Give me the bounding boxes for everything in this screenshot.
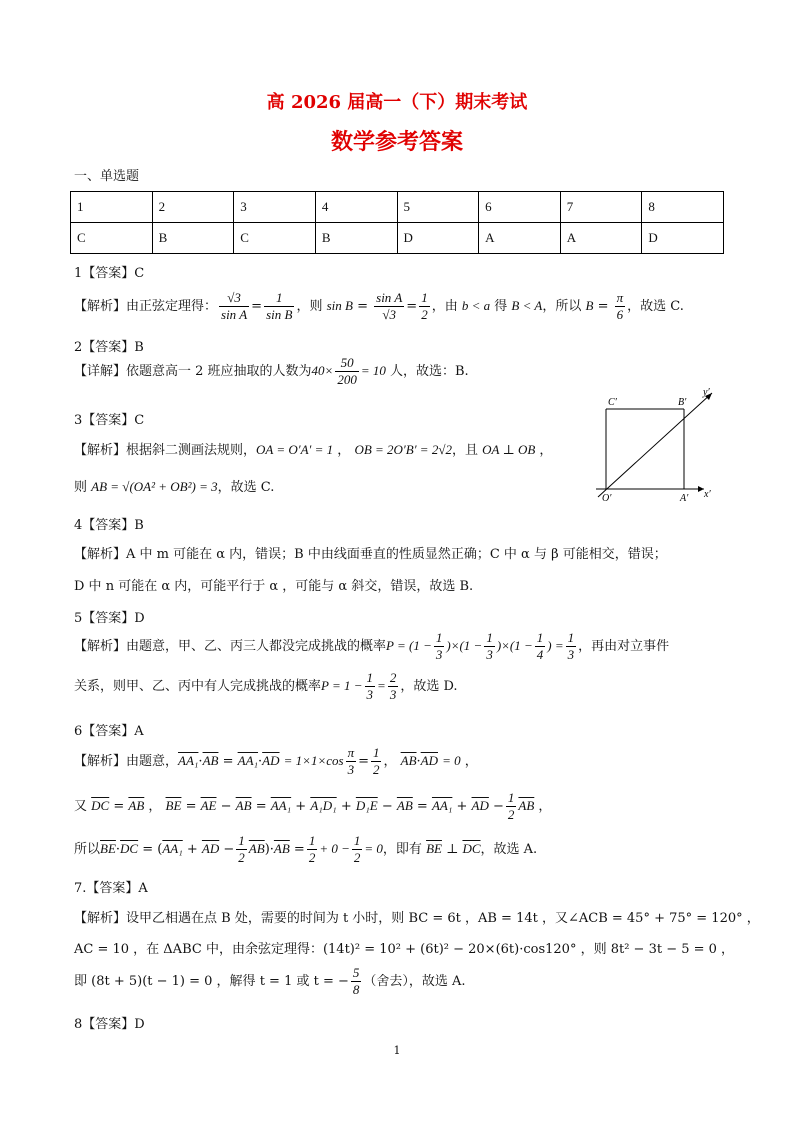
q6-solution-3: 所以$\overline{BE}\cdot\overline{DC} = (AA_1 + \overline{AD}$ − $\frac{1}{2}$ $\overline{AB})\cdot\overline{AB}$ = $\frac{1}{2}$ + 0 − $\frac{1}{2}$ = 0，即有 $\overline{BE}$ ⊥ $\overline{DC}$，故选 A. bbox=[74, 833, 538, 865]
q1-solution: 【解析】由正弦定理得： $\frac{√3}{\text{sin A}}$ = $\frac{1}{\text{sin B}}$ ，则 sin B = $\frac{\text{sin A}}{√3}$ = $\frac{1}{2}$ ，由 b < a 得 B < A，所以 B = $\frac{\pi}{6}$ ，故选 C. bbox=[74, 290, 684, 322]
q3-solution-2: 则 AB = √(OA² + OB²) = 3，故选 C. bbox=[74, 479, 275, 495]
q4-answer: 4【答案】B bbox=[74, 518, 144, 533]
formula: $\frac{1}{3}$ bbox=[567, 630, 575, 662]
table-cell: C bbox=[71, 223, 153, 254]
q1-text-b: ，则 bbox=[296, 299, 323, 314]
q7-answer: 7.【答案】A bbox=[74, 881, 148, 896]
formula: $\frac{1}{2}$ bbox=[507, 790, 515, 822]
formula: $\frac{√3}{\text{sin A}}$ bbox=[221, 290, 248, 322]
formula: $\frac{5}{8}$ bbox=[352, 965, 360, 997]
table-cell: C bbox=[234, 223, 316, 254]
q6-text-e: ，故选 A. bbox=[480, 842, 538, 857]
q2-text-a: 【详解】依题意高一 2 班应抽取的人数为 bbox=[74, 364, 312, 379]
q7-text-b: （舍去），故选 A. bbox=[363, 974, 466, 989]
table-cell: 2 bbox=[152, 192, 234, 223]
q6-text-d: ，即有 bbox=[382, 842, 422, 857]
q7-solution-3 bbox=[74, 965, 466, 998]
table-cell: 3 bbox=[234, 192, 316, 223]
q3-solution-1: 【解析】根据斜二测画法规则，OA = O′A′ = 1 ， OB = 2O′B′ = 2√2，且 OA ⊥ OB ， bbox=[74, 442, 553, 458]
q8-answer: 8【答案】D bbox=[74, 1017, 145, 1032]
formula: $\frac{50}{200}$ bbox=[337, 355, 357, 387]
table-cell: 7 bbox=[560, 192, 642, 223]
q3-text-a: 【解析】根据斜二测画法规则， bbox=[74, 443, 257, 458]
q1-text-d: 得 bbox=[494, 299, 508, 314]
q4-solution-1: 【解析】A 中 m 可能在 α 内，错误；B 中由线面垂直的性质显然正确；C 中 α 与 β 可能相交，错误； bbox=[74, 547, 667, 562]
table-cell: D bbox=[397, 223, 479, 254]
q7-solution-1: 【解析】设甲乙相遇在点 B 处，需要的时间为 t 小时，则 BC = 6t ，AB = 14t ，又∠ACB = 45° + 75° = 120° ， bbox=[74, 911, 760, 926]
q5-text-d: ，故选 D. bbox=[400, 679, 458, 694]
q5-text-c: 关系，则甲、乙、丙中有人完成挑战的概率 bbox=[74, 679, 322, 694]
formula: $\frac{1}{4}$ bbox=[536, 630, 544, 662]
q6-text-a: 【解析】由题意， bbox=[74, 754, 179, 769]
table-cell: B bbox=[152, 223, 234, 254]
table-cell: 1 bbox=[71, 192, 153, 223]
table-cell: B bbox=[315, 223, 397, 254]
page-subtitle: 数学参考答案 bbox=[330, 129, 463, 155]
formula: $\frac{1}{2}$ bbox=[238, 833, 245, 865]
q5-solution-2: 关系，则甲、乙、丙中有人完成挑战的概率P = 1 − $\frac{1}{3}$ = $\frac{2}{3}$ ，故选 D. bbox=[74, 670, 458, 702]
formula: $\frac{1}{2}$ bbox=[353, 833, 361, 865]
table-cell: 8 bbox=[642, 192, 724, 223]
q1-text-a: 【解析】由正弦定理得： bbox=[74, 299, 218, 314]
table-cell: A bbox=[560, 223, 642, 254]
q5-solution-1: 【解析】由题意，甲、乙、丙三人都没完成挑战的概率P = (1 − $\frac{1}{3}$ )×(1 − $\frac{1}{3}$ )×(1 − $\frac{1}{4}$ ) = $\frac{1}{3}$ ，再由对立事件 bbox=[74, 630, 670, 662]
q5-answer: 5【答案】D bbox=[74, 611, 145, 626]
table-cell: 6 bbox=[479, 192, 561, 223]
q7-text-a: 即 (8t + 5)(t − 1) = 0 ，解得 t = 1 或 t = − bbox=[74, 974, 349, 989]
page-title: 高 2026 届高一（下）期末考试 bbox=[266, 92, 528, 113]
formula: $\frac{\text{sin A}}{√3}$ bbox=[376, 290, 403, 322]
label-b: B′ bbox=[678, 397, 687, 408]
answer-table bbox=[70, 191, 724, 254]
label-a: A′ bbox=[680, 493, 689, 504]
q5-text-a: 【解析】由题意，甲、乙、丙三人都没完成挑战的概率 bbox=[74, 639, 387, 654]
formula: $\frac{1}{3}$ bbox=[486, 630, 493, 662]
q3-text-b: ，且 bbox=[451, 443, 478, 458]
table-cell: 4 bbox=[315, 192, 397, 223]
formula: $\frac{\pi}{3}$ bbox=[347, 745, 355, 777]
oblique-drawing-figure bbox=[592, 385, 722, 505]
table-row-numbers bbox=[71, 192, 724, 223]
label-x: x′ bbox=[704, 489, 711, 500]
q4-solution-2: D 中 n 可能在 α 内，可能平行于 α ，可能与 α 斜交，错误，故选 B. bbox=[74, 579, 474, 594]
q2-answer: 2【答案】B bbox=[74, 340, 144, 355]
formula: $\frac{2}{3}$ bbox=[389, 670, 397, 702]
q3-text-c: 则 bbox=[74, 480, 88, 495]
label-c: C′ bbox=[608, 397, 617, 408]
q3-answer: 3【答案】C bbox=[74, 413, 145, 428]
q6-solution-1: 【解析】由题意，$AA_1\cdot\overline{AB} = AA_1\cdot\overline{AD} = 1\times 1\times\cos$ $\frac{\pi}{3}$ = $\frac{1}{2}$ ， $\overline{AB}\cdot\overline{AD} = 0$ ， bbox=[74, 745, 478, 777]
page-number: 1 bbox=[393, 1044, 401, 1057]
q2-text-b: 人，故选：B. bbox=[390, 364, 469, 379]
q5-text-b: ，再由对立事件 bbox=[578, 639, 670, 654]
formula: $\frac{1}{\text{sin B}}$ bbox=[266, 290, 293, 322]
q1-text-f: ，故选 C. bbox=[627, 299, 684, 314]
table-cell: A bbox=[479, 223, 561, 254]
q1-text-c: ，由 bbox=[431, 299, 458, 314]
formula: $\frac{1}{2}$ bbox=[372, 745, 380, 777]
formula: $\frac{1}{3}$ bbox=[435, 630, 443, 662]
q2-solution: 【详解】依题意高一 2 班应抽取的人数为40× $\frac{50}{200}$ = 10 人，故选：B. bbox=[74, 355, 469, 387]
formula: $\frac{1}{2}$ bbox=[308, 833, 316, 865]
q1-text-e: ，所以 bbox=[542, 299, 582, 314]
q6-solution-2: 又 $\overline{DC} = \overline{AB}$ ， $\overline{BE} = \overline{AE} - \overline{AB} = AA_1 + A_1D_1 + D_1E - \overline{AB} = AA_1 + \overline{AD}$ − $\frac{1}{2}$ $\overline{AB}$ ， bbox=[74, 790, 552, 822]
label-o: O′ bbox=[602, 493, 612, 504]
q6-text-c: 所以 bbox=[74, 842, 101, 857]
formula: $\frac{\pi}{6}$ bbox=[616, 290, 624, 322]
q6-text-b: 又 bbox=[74, 799, 88, 814]
formula: $\frac{1}{3}$ bbox=[366, 670, 374, 702]
formula: $\frac{1}{2}$ bbox=[421, 290, 428, 322]
q6-answer: 6【答案】A bbox=[74, 724, 144, 739]
table-cell: D bbox=[642, 223, 724, 254]
section-heading: 一、单选题 bbox=[74, 169, 140, 184]
table-row-answers bbox=[71, 223, 724, 254]
label-y: y′ bbox=[703, 387, 710, 398]
q1-answer: 1【答案】C bbox=[74, 266, 145, 281]
q7-solution-2: AC = 10 ，在 ΔABC 中，由余弦定理得：(14t)² = 10² + (6t)² − 20×(6t)·cos120° ，则 8t² − 3t − 5 = 0 ， bbox=[74, 942, 735, 957]
q3-text-d: ，故选 C. bbox=[217, 480, 275, 495]
table-cell: 5 bbox=[397, 192, 479, 223]
